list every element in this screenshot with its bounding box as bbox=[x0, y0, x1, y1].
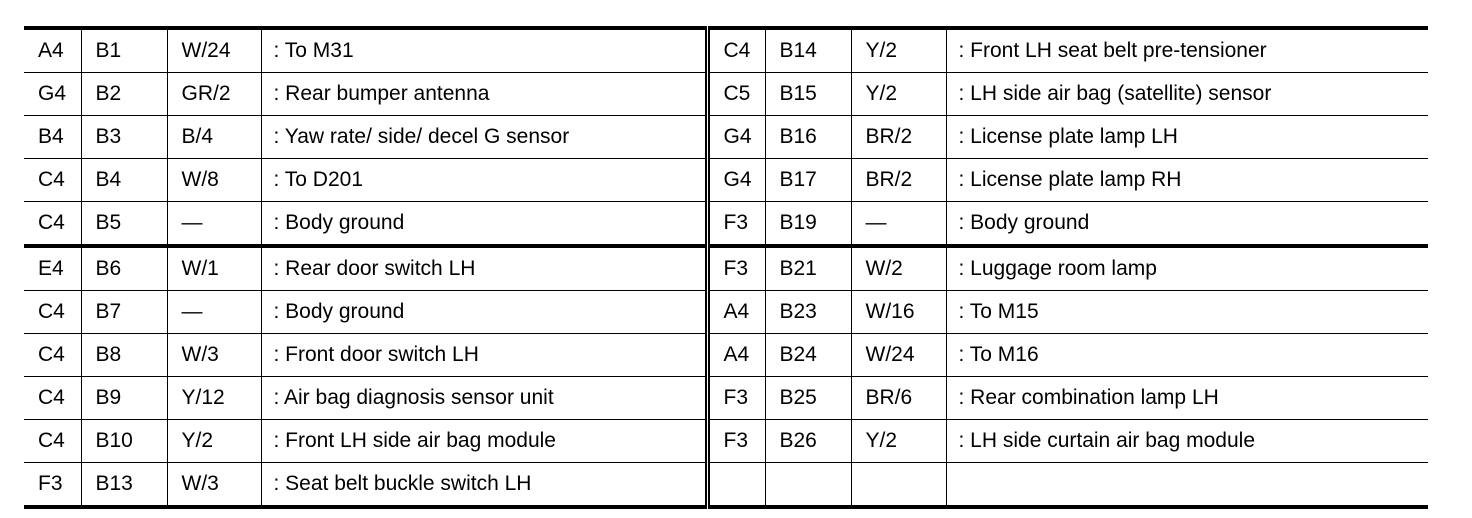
right-wire-cell: Y/2 bbox=[851, 420, 946, 463]
left-desc-cell: : Seat belt buckle switch LH bbox=[261, 463, 707, 508]
left-wire-cell: W/24 bbox=[167, 28, 261, 73]
left-desc-cell: : To D201 bbox=[261, 159, 707, 202]
right-code-cell: B15 bbox=[765, 73, 851, 116]
table-row bbox=[24, 334, 1428, 377]
left-desc-cell: : Body ground bbox=[261, 202, 707, 247]
right-desc-cell: : Luggage room lamp bbox=[946, 246, 1428, 291]
right-desc-cell: : License plate lamp RH bbox=[946, 159, 1428, 202]
left-wire-cell: W/1 bbox=[167, 246, 261, 291]
table-row bbox=[24, 463, 1428, 508]
table-row bbox=[24, 116, 1428, 159]
right-grid-cell: A4 bbox=[707, 334, 765, 377]
table-row bbox=[24, 377, 1428, 420]
left-wire-cell: — bbox=[167, 291, 261, 334]
left-grid-cell: F3 bbox=[24, 463, 81, 508]
left-grid-cell: C4 bbox=[24, 334, 81, 377]
left-desc-cell: : Front LH side air bag module bbox=[261, 420, 707, 463]
connector-table-container bbox=[24, 26, 1428, 509]
left-grid-cell: C4 bbox=[24, 377, 81, 420]
right-code-cell: B25 bbox=[765, 377, 851, 420]
left-wire-cell: W/8 bbox=[167, 159, 261, 202]
left-code-cell: B6 bbox=[81, 246, 167, 291]
right-desc-cell: : LH side curtain air bag module bbox=[946, 420, 1428, 463]
right-grid-cell: C5 bbox=[707, 73, 765, 116]
right-wire-cell: BR/2 bbox=[851, 159, 946, 202]
right-desc-cell: : Body ground bbox=[946, 202, 1428, 247]
left-desc-cell: : Rear bumper antenna bbox=[261, 73, 707, 116]
right-grid-cell: F3 bbox=[707, 420, 765, 463]
right-code-cell: B26 bbox=[765, 420, 851, 463]
right-wire-cell: BR/6 bbox=[851, 377, 946, 420]
right-grid-cell: A4 bbox=[707, 291, 765, 334]
table-row bbox=[24, 159, 1428, 202]
left-code-cell: B9 bbox=[81, 377, 167, 420]
right-desc-cell: : To M15 bbox=[946, 291, 1428, 334]
left-grid-cell: C4 bbox=[24, 159, 81, 202]
right-desc-cell: : LH side air bag (satellite) sensor bbox=[946, 73, 1428, 116]
left-code-cell: B7 bbox=[81, 291, 167, 334]
right-desc-cell: : License plate lamp LH bbox=[946, 116, 1428, 159]
right-wire-cell: W/16 bbox=[851, 291, 946, 334]
left-grid-cell: C4 bbox=[24, 420, 81, 463]
connector-list-table bbox=[24, 26, 1428, 509]
left-wire-cell: Y/12 bbox=[167, 377, 261, 420]
left-wire-cell: — bbox=[167, 202, 261, 247]
left-code-cell: B5 bbox=[81, 202, 167, 247]
right-wire-cell: Y/2 bbox=[851, 28, 946, 73]
right-code-cell: B14 bbox=[765, 28, 851, 73]
left-grid-cell: C4 bbox=[24, 202, 81, 247]
right-code-cell: B16 bbox=[765, 116, 851, 159]
left-code-cell: B13 bbox=[81, 463, 167, 508]
left-wire-cell: W/3 bbox=[167, 334, 261, 377]
left-desc-cell: : Front door switch LH bbox=[261, 334, 707, 377]
left-desc-cell: : Yaw rate/ side/ decel G sensor bbox=[261, 116, 707, 159]
left-code-cell: B10 bbox=[81, 420, 167, 463]
table-row bbox=[24, 246, 1428, 291]
left-code-cell: B1 bbox=[81, 28, 167, 73]
left-grid-cell: C4 bbox=[24, 291, 81, 334]
right-wire-cell bbox=[851, 463, 946, 508]
right-grid-cell: F3 bbox=[707, 202, 765, 247]
left-desc-cell: : To M31 bbox=[261, 28, 707, 73]
left-grid-cell: B4 bbox=[24, 116, 81, 159]
right-wire-cell: W/24 bbox=[851, 334, 946, 377]
right-wire-cell: W/2 bbox=[851, 246, 946, 291]
right-code-cell bbox=[765, 463, 851, 508]
left-desc-cell: : Rear door switch LH bbox=[261, 246, 707, 291]
table-row bbox=[24, 28, 1428, 73]
left-desc-cell: : Air bag diagnosis sensor unit bbox=[261, 377, 707, 420]
right-desc-cell: : Rear combination lamp LH bbox=[946, 377, 1428, 420]
left-wire-cell: W/3 bbox=[167, 463, 261, 508]
right-wire-cell: Y/2 bbox=[851, 73, 946, 116]
right-desc-cell: : To M16 bbox=[946, 334, 1428, 377]
right-desc-cell bbox=[946, 463, 1428, 508]
left-wire-cell: GR/2 bbox=[167, 73, 261, 116]
right-code-cell: B17 bbox=[765, 159, 851, 202]
right-code-cell: B24 bbox=[765, 334, 851, 377]
right-grid-cell: C4 bbox=[707, 28, 765, 73]
left-code-cell: B2 bbox=[81, 73, 167, 116]
right-code-cell: B19 bbox=[765, 202, 851, 247]
right-desc-cell: : Front LH seat belt pre-tensioner bbox=[946, 28, 1428, 73]
right-code-cell: B23 bbox=[765, 291, 851, 334]
left-code-cell: B3 bbox=[81, 116, 167, 159]
left-wire-cell: Y/2 bbox=[167, 420, 261, 463]
left-code-cell: B8 bbox=[81, 334, 167, 377]
left-grid-cell: A4 bbox=[24, 28, 81, 73]
table-row bbox=[24, 291, 1428, 334]
left-grid-cell: G4 bbox=[24, 73, 81, 116]
right-wire-cell: — bbox=[851, 202, 946, 247]
table-row bbox=[24, 420, 1428, 463]
right-grid-cell: G4 bbox=[707, 116, 765, 159]
right-grid-cell: F3 bbox=[707, 377, 765, 420]
right-code-cell: B21 bbox=[765, 246, 851, 291]
left-code-cell: B4 bbox=[81, 159, 167, 202]
left-desc-cell: : Body ground bbox=[261, 291, 707, 334]
table-row bbox=[24, 202, 1428, 247]
left-grid-cell: E4 bbox=[24, 246, 81, 291]
right-grid-cell bbox=[707, 463, 765, 508]
right-wire-cell: BR/2 bbox=[851, 116, 946, 159]
table-row bbox=[24, 73, 1428, 116]
right-grid-cell: F3 bbox=[707, 246, 765, 291]
left-wire-cell: B/4 bbox=[167, 116, 261, 159]
right-grid-cell: G4 bbox=[707, 159, 765, 202]
